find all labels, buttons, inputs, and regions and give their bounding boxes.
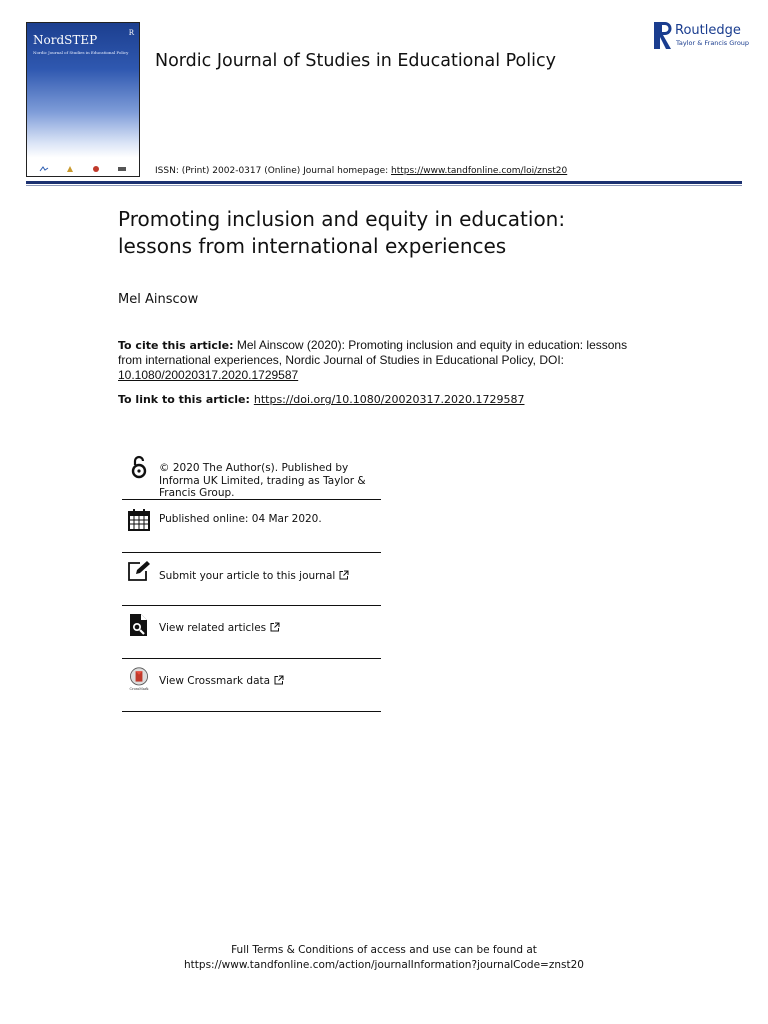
submit-article-row[interactable] xyxy=(122,553,381,606)
license-text: © 2020 The Author(s). Published by Informa UK Limited, trading as Taylor & Francis Group. xyxy=(159,462,366,499)
published-date: Published online: 04 Mar 2020. xyxy=(159,513,322,525)
cover-logo-icon xyxy=(65,158,75,166)
author-name[interactable]: Mel Ainscow xyxy=(118,292,199,307)
article-info-box xyxy=(122,452,381,712)
crossmark-row[interactable] xyxy=(122,659,381,712)
citation-block xyxy=(118,338,638,383)
issn-text: ISSN: (Print) 2002-0317 (Online) Journal homepage: xyxy=(155,166,391,176)
crossmark-icon xyxy=(127,667,151,691)
submit-article-link[interactable] xyxy=(159,570,349,583)
edit-icon xyxy=(127,560,151,584)
article-link-line xyxy=(118,393,524,406)
publisher-name: Routledge xyxy=(675,23,741,38)
cite-doi-link[interactable]: 10.1080/20020317.2020.1729587 xyxy=(118,368,299,382)
journal-title: Nordic Journal of Studies in Educational Policy xyxy=(155,51,556,71)
issn-line xyxy=(155,166,567,176)
cite-text: Mel Ainscow (2020): Promoting inclusion and equity in education: lessons from international experiences, Nordic Journal of Studies in Educational Policy, DOI: xyxy=(118,338,628,367)
article-title-line: lessons from international experiences xyxy=(118,234,507,258)
calendar-icon xyxy=(127,508,151,532)
footer-terms-link[interactable]: https://www.tandfonline.com/action/journalInformation?journalCode=znst20 xyxy=(184,959,584,971)
link-label: To link to this article: xyxy=(118,393,250,406)
publisher-group: Taylor & Francis Group xyxy=(676,39,750,47)
article-title xyxy=(118,206,678,260)
header-divider-thin xyxy=(26,185,742,186)
external-link-icon xyxy=(274,675,284,685)
article-doi-link[interactable]: https://doi.org/10.1080/20020317.2020.1729587 xyxy=(253,393,525,406)
cover-logo-icon xyxy=(91,158,101,166)
cover-subtitle: Nordic Journal of Studies in Educational Policy xyxy=(33,50,129,55)
related-articles-label: View related articles xyxy=(159,622,267,634)
external-link-icon xyxy=(339,570,349,580)
article-title-line: Promoting inclusion and equity in education: xyxy=(118,207,566,231)
journal-cover-image xyxy=(26,22,140,177)
cover-brand: NordSTEP xyxy=(33,33,98,47)
header-divider xyxy=(26,181,742,184)
open-access-row xyxy=(122,452,381,500)
submit-article-label: Submit your article to this journal xyxy=(159,570,336,582)
routledge-logo-icon xyxy=(654,22,672,49)
journal-homepage-link[interactable]: https://www.tandfonline.com/loi/znst20 xyxy=(391,166,568,176)
publisher-logo[interactable] xyxy=(654,22,750,50)
crossmark-link[interactable] xyxy=(159,675,284,688)
footer-line: Full Terms & Conditions of access and use can be found at xyxy=(231,944,537,956)
cover-logo-icon xyxy=(39,158,49,166)
open-access-icon xyxy=(127,455,151,479)
external-link-icon xyxy=(270,622,280,632)
crossmark-label: View Crossmark data xyxy=(159,675,271,687)
cite-label: To cite this article: xyxy=(118,339,234,352)
related-articles-link[interactable] xyxy=(159,622,280,635)
crossmark-caption: CrossMark xyxy=(129,687,149,691)
cover-logos xyxy=(31,156,135,168)
related-articles-row[interactable] xyxy=(122,606,381,659)
cover-publisher-mark: R xyxy=(128,29,134,37)
footer-terms xyxy=(0,943,768,973)
related-articles-icon xyxy=(127,613,151,637)
published-online-row xyxy=(122,500,381,553)
cover-logo-icon xyxy=(117,158,127,166)
